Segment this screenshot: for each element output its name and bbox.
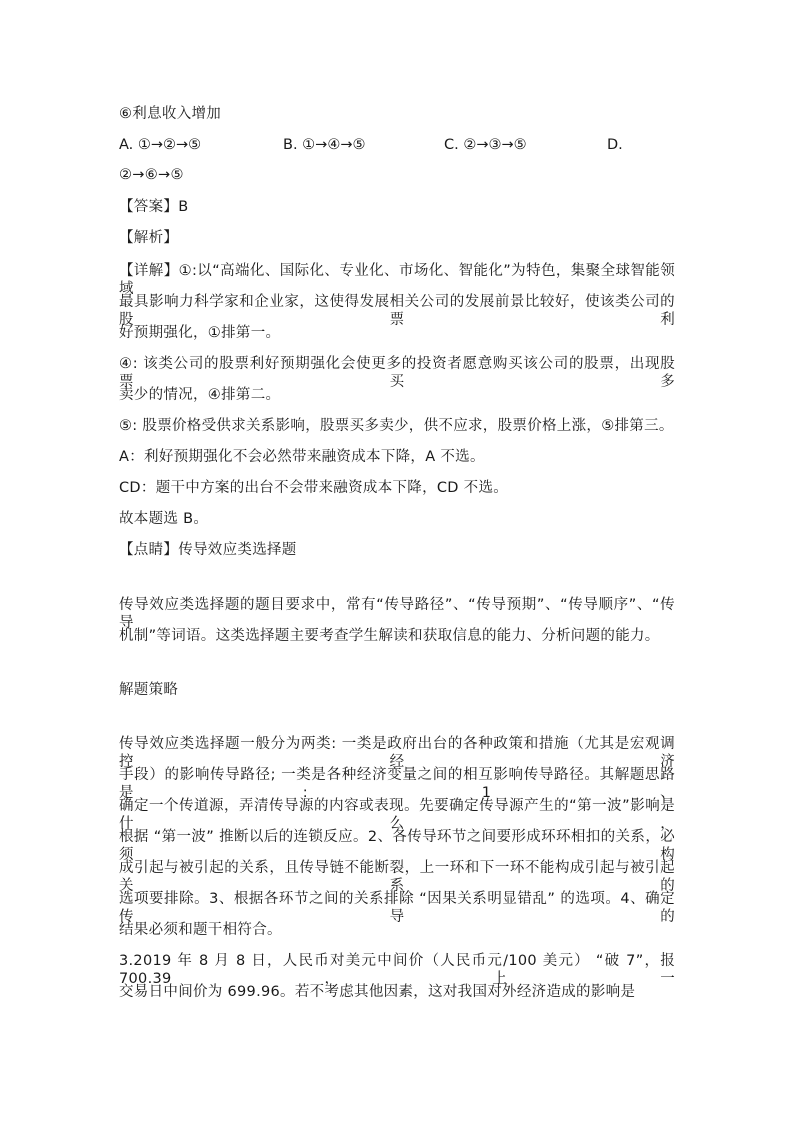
choice-b: B. ①→④→⑤ [283,137,366,153]
detail-paragraph-line: 好预期强化，①排第一。 [119,325,281,341]
choice-c: C. ②→③→⑤ [444,137,527,153]
strategy-paragraph-line: 结果必须和题干相符合。 [119,922,282,938]
option-6-text: ⑥利息收入增加 [119,106,222,122]
conclusion-line: 故本题选 B。 [119,511,209,527]
tip-heading: 【点睛】传导效应类选择题 [119,542,297,558]
strategy-paragraph-line: 确定一个传道源，弄清传导源的内容或表现。先要确定传导源产生的“第一波”影响是什么， [119,798,675,832]
detail-paragraph-line: ⑤: 股票价格受供求关系影响，股票买多卖少，供不应求，股票价格上涨，⑤排第三。 [119,418,674,434]
strategy-paragraph-line: 选项要排除。3、根据各环节之间的关系排除 “因果关系明显错乱” 的选项。4、确定传导的 [119,891,675,925]
question-3-line: 3.2019 年 8 月 8 日，人民币对美元中间价（人民币元/100 美元） “破 7”，报 700.39，上一 [119,953,675,987]
detail-paragraph-line: 【详解】①:以“高端化、国际化、专业化、市场化、智能化”为特色，集聚全球智能领域 [119,263,675,297]
detail-paragraph-line: A：利好预期强化不会必然带来融资成本下降，A 不选。 [119,449,485,465]
strategy-heading: 解题策略 [119,682,179,698]
tip-paragraph-line: 传导效应类选择题的题目要求中，常有“传导路径”、“传导预期”、“传导顺序”、“传导 [119,597,675,631]
question-3-line: 交易日中间价为 699.96。若不考虑其他因素，这对我国对外经济造成的影响是 [119,984,636,1000]
choice-d: D. [607,137,623,153]
strategy-paragraph-line: 成引起与被引起的关系，且传导链不能断裂，上一环和下一环不能构成引起与被引起关系的 [119,860,675,894]
choice-a: A. ①→②→⑤ [119,137,202,153]
answer-line: 【答案】B [119,199,189,215]
detail-paragraph-line: 卖少的情况，④排第二。 [119,387,281,403]
strategy-paragraph-line: 传导效应类选择题一般分为两类: 一类是政府出台的各种政策和措施（尤其是宏观调控经济 [119,736,675,770]
detail-paragraph-line: CD：题干中方案的出台不会带来融资成本下降，CD 不选。 [119,480,509,496]
strategy-paragraph-line: 手段）的影响传导路径; 一类是各种经济变量之间的相互影响传导路径。其解题思路是: 1、 [119,767,675,801]
tip-paragraph-line: 机制”等词语。这类选择题主要考查学生解读和获取信息的能力、分析问题的能力。 [119,628,660,644]
detail-paragraph-line: 最具影响力科学家和企业家，这使得发展相关公司的发展前景比较好，使该类公司的股票利 [119,294,675,328]
detail-paragraph-line: ④: 该类公司的股票利好预期强化会使更多的投资者愿意购买该公司的股票，出现股票买多 [119,356,675,390]
analysis-heading: 【解析】 [119,230,179,246]
choice-d-value: ②→⑥→⑤ [119,167,184,183]
strategy-paragraph-line: 根据 “第一波” 推断以后的连锁反应。2、各传导环节之间要形成环环相扣的关系，必须构 [119,829,675,863]
